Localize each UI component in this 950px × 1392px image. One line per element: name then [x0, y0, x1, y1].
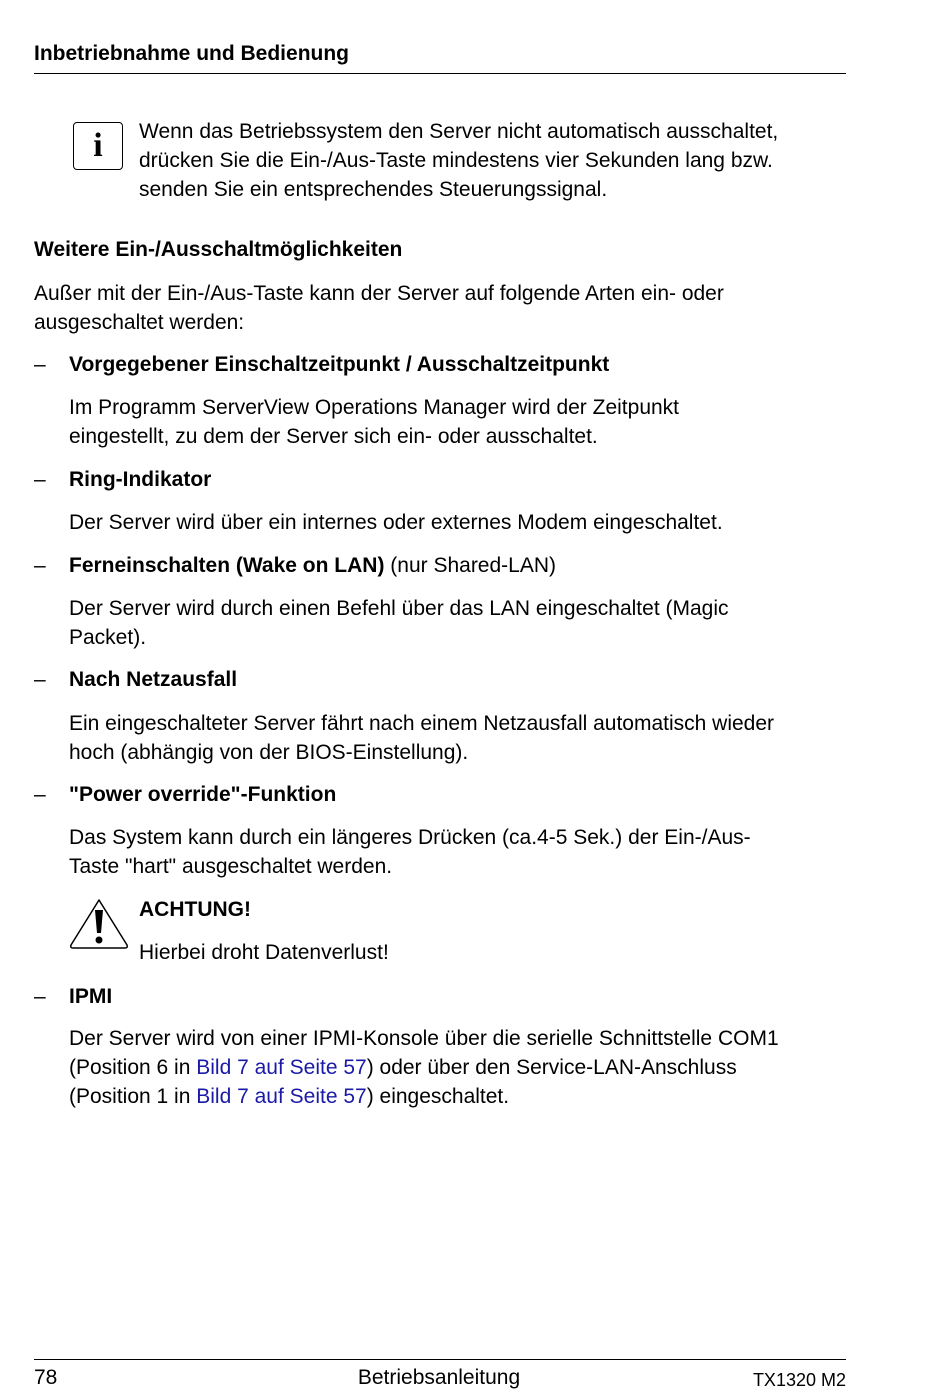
ipmi-body [69, 1024, 779, 1111]
list-dash: – [34, 554, 46, 577]
warning-title: ACHTUNG! [139, 898, 251, 921]
info-note-text [139, 117, 778, 204]
info-note-line: drücken Sie die Ein-/Aus-Taste mindestens vier Sekunden lang bzw. [139, 149, 773, 172]
list-item-line: Ein eingeschalteter Server fährt nach einem Netzausfall automatisch wieder [69, 712, 775, 735]
ipmi-text: ) eingeschaltet. [366, 1085, 510, 1108]
list-item-line: Taste "hart" ausgeschaltet werden. [69, 855, 393, 878]
ipmi-line [69, 1082, 779, 1111]
list-dash: – [34, 353, 46, 376]
page-number: 78 [34, 1366, 58, 1389]
list-item-line: Packet). [69, 626, 147, 649]
header-rule [34, 73, 846, 74]
list-item-body [69, 508, 723, 537]
ipmi-text: (Position 6 in [69, 1056, 197, 1079]
info-icon: i [73, 122, 123, 170]
list-item-title: Vorgegebener Einschaltzeitpunkt / Ausschaltzeitpunkt [69, 353, 610, 376]
list-item-body [69, 823, 751, 881]
ipmi-text: (Position 1 in [69, 1085, 197, 1108]
list-dash: – [34, 468, 46, 491]
list-item-line: hoch (abhängig von der BIOS-Einstellung). [69, 741, 469, 764]
figure-reference-link[interactable]: Bild 7 auf Seite 57 [196, 1085, 367, 1108]
list-item-body [69, 594, 729, 652]
intro-line: ausgeschaltet werden: [34, 311, 245, 334]
list-item-title: Ferneinschalten (Wake on LAN) [69, 554, 385, 577]
list-item-heading [69, 551, 556, 580]
list-item-title-suffix: (nur Shared-LAN) [384, 554, 557, 577]
list-item-body [69, 709, 774, 767]
section-heading: Weitere Ein-/Ausschaltmöglichkeiten [34, 238, 403, 261]
list-item-title: Ring-Indikator [69, 468, 212, 491]
section-intro [34, 279, 724, 337]
warning-triangle-icon [68, 897, 130, 951]
page-header-title: Inbetriebnahme und Bedienung [34, 42, 350, 65]
list-dash: – [34, 668, 46, 691]
warning-text: Hierbei droht Datenverlust! [139, 941, 389, 964]
info-note-line: senden Sie ein entsprechendes Steuerungssignal. [139, 178, 608, 201]
list-item-line: Der Server wird durch einen Befehl über das LAN eingeschaltet (Magic [69, 597, 729, 620]
info-note-line: Wenn das Betriebssystem den Server nicht automatisch ausschaltet, [139, 120, 779, 143]
list-item-title: IPMI [69, 985, 113, 1008]
list-item-body [69, 393, 679, 451]
figure-reference-link[interactable]: Bild 7 auf Seite 57 [196, 1056, 367, 1079]
footer-rule [34, 1359, 846, 1360]
list-item-line: eingestellt, zu dem der Server sich ein- oder ausschaltet. [69, 425, 598, 448]
list-item-line: Der Server wird über ein internes oder externes Modem eingeschaltet. [69, 511, 723, 534]
list-item-title: Nach Netzausfall [69, 668, 238, 691]
ipmi-text: ) oder über den Service-LAN-Anschluss [366, 1056, 737, 1079]
intro-line: Außer mit der Ein-/Aus-Taste kann der Server auf folgende Arten ein- oder [34, 282, 724, 305]
ipmi-line: Der Server wird von einer IPMI-Konsole über die serielle Schnittstelle COM1 [69, 1027, 779, 1050]
footer-model: TX1320 M2 [752, 1370, 846, 1390]
list-item-title: "Power override"-Funktion [69, 783, 337, 806]
footer-document-title: Betriebsanleitung [357, 1366, 521, 1389]
list-dash: – [34, 985, 46, 1008]
ipmi-line [69, 1053, 779, 1082]
list-item-line: Das System kann durch ein längeres Drücken (ca.4-5 Sek.) der Ein-/Aus- [69, 826, 751, 849]
list-dash: – [34, 783, 46, 806]
list-item-line: Im Programm ServerView Operations Manager wird der Zeitpunkt [69, 396, 680, 419]
